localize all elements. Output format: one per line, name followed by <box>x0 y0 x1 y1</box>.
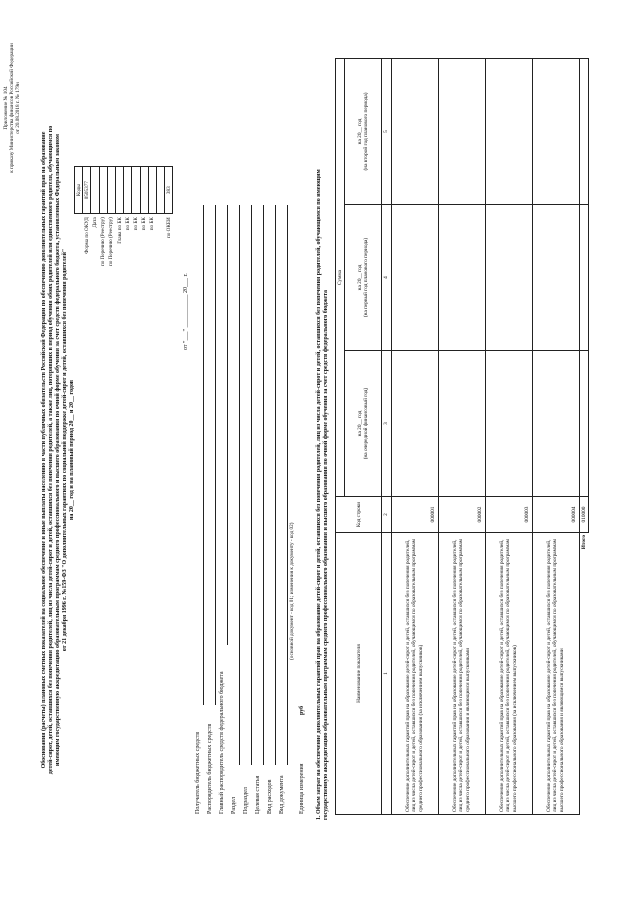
row-code: 000002 <box>438 497 485 533</box>
code-row-okud: Форма по ОКУД 0505377 <box>83 167 91 268</box>
table-row <box>532 58 579 814</box>
header-row-1 <box>336 58 345 814</box>
field-expense-type: Вид расходов <box>267 779 273 814</box>
document-type-hint: (основной документ - код 01; изменения к документу - код 02) <box>289 522 295 660</box>
row-code: 000001 <box>391 497 438 533</box>
code-row-date: Дата <box>91 167 99 268</box>
appendix-line-1: Приложение № 104 <box>3 86 9 130</box>
field-section: Раздел <box>231 797 237 814</box>
total-value-year-1[interactable] <box>579 351 588 497</box>
codes-header: Коды <box>75 167 83 214</box>
code-row-bk-1: по БК <box>124 167 132 268</box>
row-code: 000003 <box>485 497 532 533</box>
field-subsection: Подраздел <box>243 787 249 814</box>
row-code: 000004 <box>532 497 579 533</box>
row-name: Обеспечение дополнительных гарантий прав на образование детей-сирот и детей, оставшихся без попечения родителей, лиц из числа детей-сирот и детей, оставшихся без попечения родителей, обучающимся по образовательным программам среднего профессионального образования и являющимся выпускниками <box>438 533 485 815</box>
field-subsection-line <box>251 205 252 765</box>
field-unit: Единица измерения <box>299 763 305 814</box>
total-row <box>579 58 588 814</box>
field-section-line <box>239 205 240 765</box>
total-value-year-2[interactable] <box>579 205 588 351</box>
code-row-registry-1: по Перечню (Реестру) <box>99 167 107 268</box>
unit-value: руб <box>299 705 305 715</box>
section1-title-line-1: 1. Объем затрат на обеспечение дополнительных гарантий прав на образование детей-сирот и детей, оставшихся без попечения родителей, лиц из числа детей-сирот и детей, оставшихся без попечения родителей, обучающимся по имеющим <box>316 169 322 820</box>
row-value-year-3[interactable] <box>485 58 532 204</box>
title-line-2: детей-сирот, детей, оставшихся без попечения родителей, лиц из числа детей-сирот и детей, оставшихся без попечения родителей, а также лиц, потерявших в период обучения обоих родителей или единственного родителя, обучающимся по <box>48 125 54 775</box>
field-chief-manager-line <box>227 205 228 645</box>
row-name: Обеспечение дополнительных гарантий прав на образование детей-сирот и детей, оставшихся без попечения родителей, лиц из числа детей-сирот и детей, оставшихся без попечения родителей, обучающимся по образовательным программам высшего профессионального образования (за исключением выпускников) <box>485 533 532 815</box>
row-value-year-2[interactable] <box>438 205 485 351</box>
header-name: Наименование показателя <box>336 533 382 815</box>
header-year-2: на 20__ год (на первый год планового периода) <box>345 205 382 351</box>
row-name: Обеспечение дополнительных гарантий прав на образование детей-сирот и детей, оставшихся без попечения родителей, лиц из числа детей-сирот и детей, оставшихся без попечения родителей, обучающимся по образовательным программам среднего профессионального образования (за исключением выпускников) <box>391 533 438 815</box>
appendix-line-3: от 20.08.2018 г. № 179н <box>15 82 22 134</box>
code-row-bk-4: по БК <box>148 167 156 268</box>
field-target-item-line <box>263 205 264 765</box>
row-value-year-1[interactable] <box>485 351 532 497</box>
code-row-bk-3: по БК <box>140 167 148 268</box>
row-value-year-3[interactable] <box>391 58 438 204</box>
title-line-4: от 21 декабря 1996 г. №159-ФЗ "О дополнительных гарантиях по социальной поддержке детей-сирот и детей, оставшихся без попечения родителей" <box>62 248 68 652</box>
main-table <box>335 58 589 815</box>
section1-title-line-2: государственную аккредитацию образовательным программам среднего профессионального образования и высшего образования по очной форме обучения за счет средств федерального бюджета <box>323 289 329 820</box>
code-row-chapter: Глава по БК <box>115 167 123 268</box>
field-target-item: Целевая статья <box>255 775 261 814</box>
field-expense-type-line <box>275 205 276 765</box>
field-recipient: Получатель бюджетных средств <box>195 731 201 814</box>
field-chief-manager: Главный распорядитель средств федерального бюджета <box>219 671 225 814</box>
row-value-year-2[interactable] <box>532 205 579 351</box>
title-line-3: имеющим государственную аккредитацию образовательным программам среднего профессионального и высшего образования по очной форме обучения за счет средств федерального бюджета, установленных Федеральным законом <box>55 134 61 766</box>
code-row-blank <box>156 167 164 268</box>
title-line-5: на 20__ год и на плановый период 20__ и 20__ годов <box>69 379 75 521</box>
header-year-1: на 20__ год (на очередной финансовый год) <box>345 351 382 497</box>
field-document-type: Вид документа <box>279 775 285 814</box>
total-value-year-3[interactable] <box>579 58 588 204</box>
row-value-year-2[interactable] <box>391 205 438 351</box>
title-line-1: Обоснования (расчеты) плановых сметных показателей на социальное обеспечение и иные выплаты населению в части публичных обязательств Российской Федерации по обеспечению дополнительных гарантий прав на образование <box>41 131 47 769</box>
code-row-registry-2: по Перечню (Реестру) <box>107 167 115 268</box>
row-value-year-1[interactable] <box>532 351 579 497</box>
row-name: Обеспечение дополнительных гарантий прав на образование детей-сирот и детей, оставшихся без попечения родителей, лиц из числа детей-сирот и детей, оставшихся без попечения родителей, обучающимся по образовательным программам высшего профессионального образования и являющимся выпускниками <box>532 533 579 815</box>
field-manager: Распорядитель бюджетных средств <box>207 723 213 814</box>
table-row <box>438 58 485 814</box>
appendix-header <box>3 23 22 193</box>
field-document-type-line <box>287 205 288 765</box>
appendix-line-2: к приказу Министерства финансов Российской Федерации <box>9 43 16 173</box>
table-row <box>391 58 438 814</box>
row-value-year-1[interactable] <box>438 351 485 497</box>
field-manager-line <box>215 205 216 705</box>
header-sum: Сумма <box>336 58 345 496</box>
row-value-year-3[interactable] <box>438 58 485 204</box>
section1-title <box>316 60 330 820</box>
table-row <box>485 58 532 814</box>
row-value-year-1[interactable] <box>391 351 438 497</box>
total-code: 010000 <box>579 497 588 533</box>
codes-header-row <box>75 167 83 268</box>
header-code: Код строки <box>336 497 382 533</box>
field-recipient-line <box>203 205 204 705</box>
codes-table <box>74 166 173 268</box>
code-row-bk-2: по БК <box>132 167 140 268</box>
total-label: Итого <box>580 535 587 550</box>
row-value-year-3[interactable] <box>532 58 579 204</box>
code-row-okei: по ОКЕИ 383 <box>165 167 173 268</box>
document-title <box>41 70 76 830</box>
date-line: от "___" ___________ 20___ г. <box>183 273 189 350</box>
header-year-3: на 20__ год (на второй год планового периода) <box>345 58 382 204</box>
row-value-year-2[interactable] <box>485 205 532 351</box>
column-number-row: 1 2 3 4 5 <box>382 58 391 814</box>
